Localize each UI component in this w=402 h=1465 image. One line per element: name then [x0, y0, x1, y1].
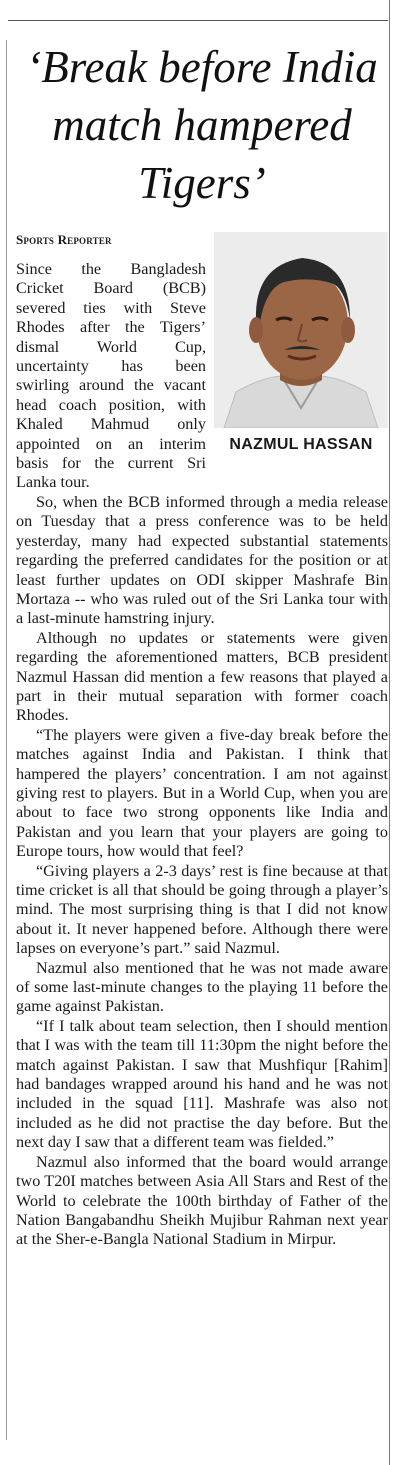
- article-body: [16, 260, 388, 1455]
- paragraph: Since the Bangladesh Cricket Board (BCB) severed ties with Steve Rhodes after the Tigers’ dismal World Cup, uncertainty has been swirling around the vacant head coach position, with Khaled Mahmud only appointed on an interim basis for the current Sri Lanka tour.: [16, 260, 206, 492]
- paragraph: “Giving players a 2-3 days’ rest is fine because at that time cricket is all that should be going through a player’s mind. The most surprising thing is that I did not know about it. It never happened before. Although there were lapses on everyone’s part.” said Nazmul.: [16, 861, 388, 958]
- paragraph: “The players were given a five-day break before the matches against India and Pakistan. I think that hampered the players’ concentration. I am not against giving rest to players. But in a World Cup, when you are about to face two strong opponents like India and Pakistan and you learn that your players are going to Europe tours, how would that feel?: [16, 725, 388, 861]
- paragraph: So, when the BCB informed through a media release on Tuesday that a press conference was to be held yesterday, many had expected substantial statements regarding the preferred candidates for the position or at least further updates on ODI skipper Mashrafe Bin Mortaza -- who was ruled out of the Sri Lanka tour with a last-minute hamstring injury.: [16, 492, 388, 628]
- article-headline: ‘Break before India match hampered Tigers’: [26, 42, 378, 208]
- paragraph: Nazmul also informed that the board would arrange two T20I matches between Asia All Stars and Rest of the World to celebrate the 100th birthday of Father of the Nation Bangabandhu Sheikh Mujibur Rahman next year at the Sher-e-Bangla National Stadium in Mirpur.: [16, 1152, 388, 1249]
- photo-wrap-space: [206, 260, 388, 470]
- paragraph: Although no updates or statements were given regarding the aforementioned matters, BCB president Nazmul Hassan did mention a few reasons that played a part in their mutual separation with former coach Rhodes.: [16, 628, 388, 725]
- top-rule: [8, 20, 388, 21]
- paragraph: Nazmul also mentioned that he was not made aware of some last-minute changes to the playing 11 before the game against Pakistan.: [16, 958, 388, 1016]
- paragraph: “If I talk about team selection, then I should mention that I was with the team till 11:30pm the night before the match against Pakistan. I saw that Mushfiqur [Rahim] had bandages wrapped around his hand and he was not included in the squad [11]. Mashrafe was also not included as he did not practise the day before. But the next day I saw that a different team was fielded.”: [16, 1016, 388, 1152]
- byline: Sports Reporter: [16, 232, 112, 247]
- left-column-rule: [6, 40, 7, 1440]
- right-column-rule: [389, 0, 390, 1465]
- photo-caption: NAZMUL HASSAN: [229, 436, 373, 453]
